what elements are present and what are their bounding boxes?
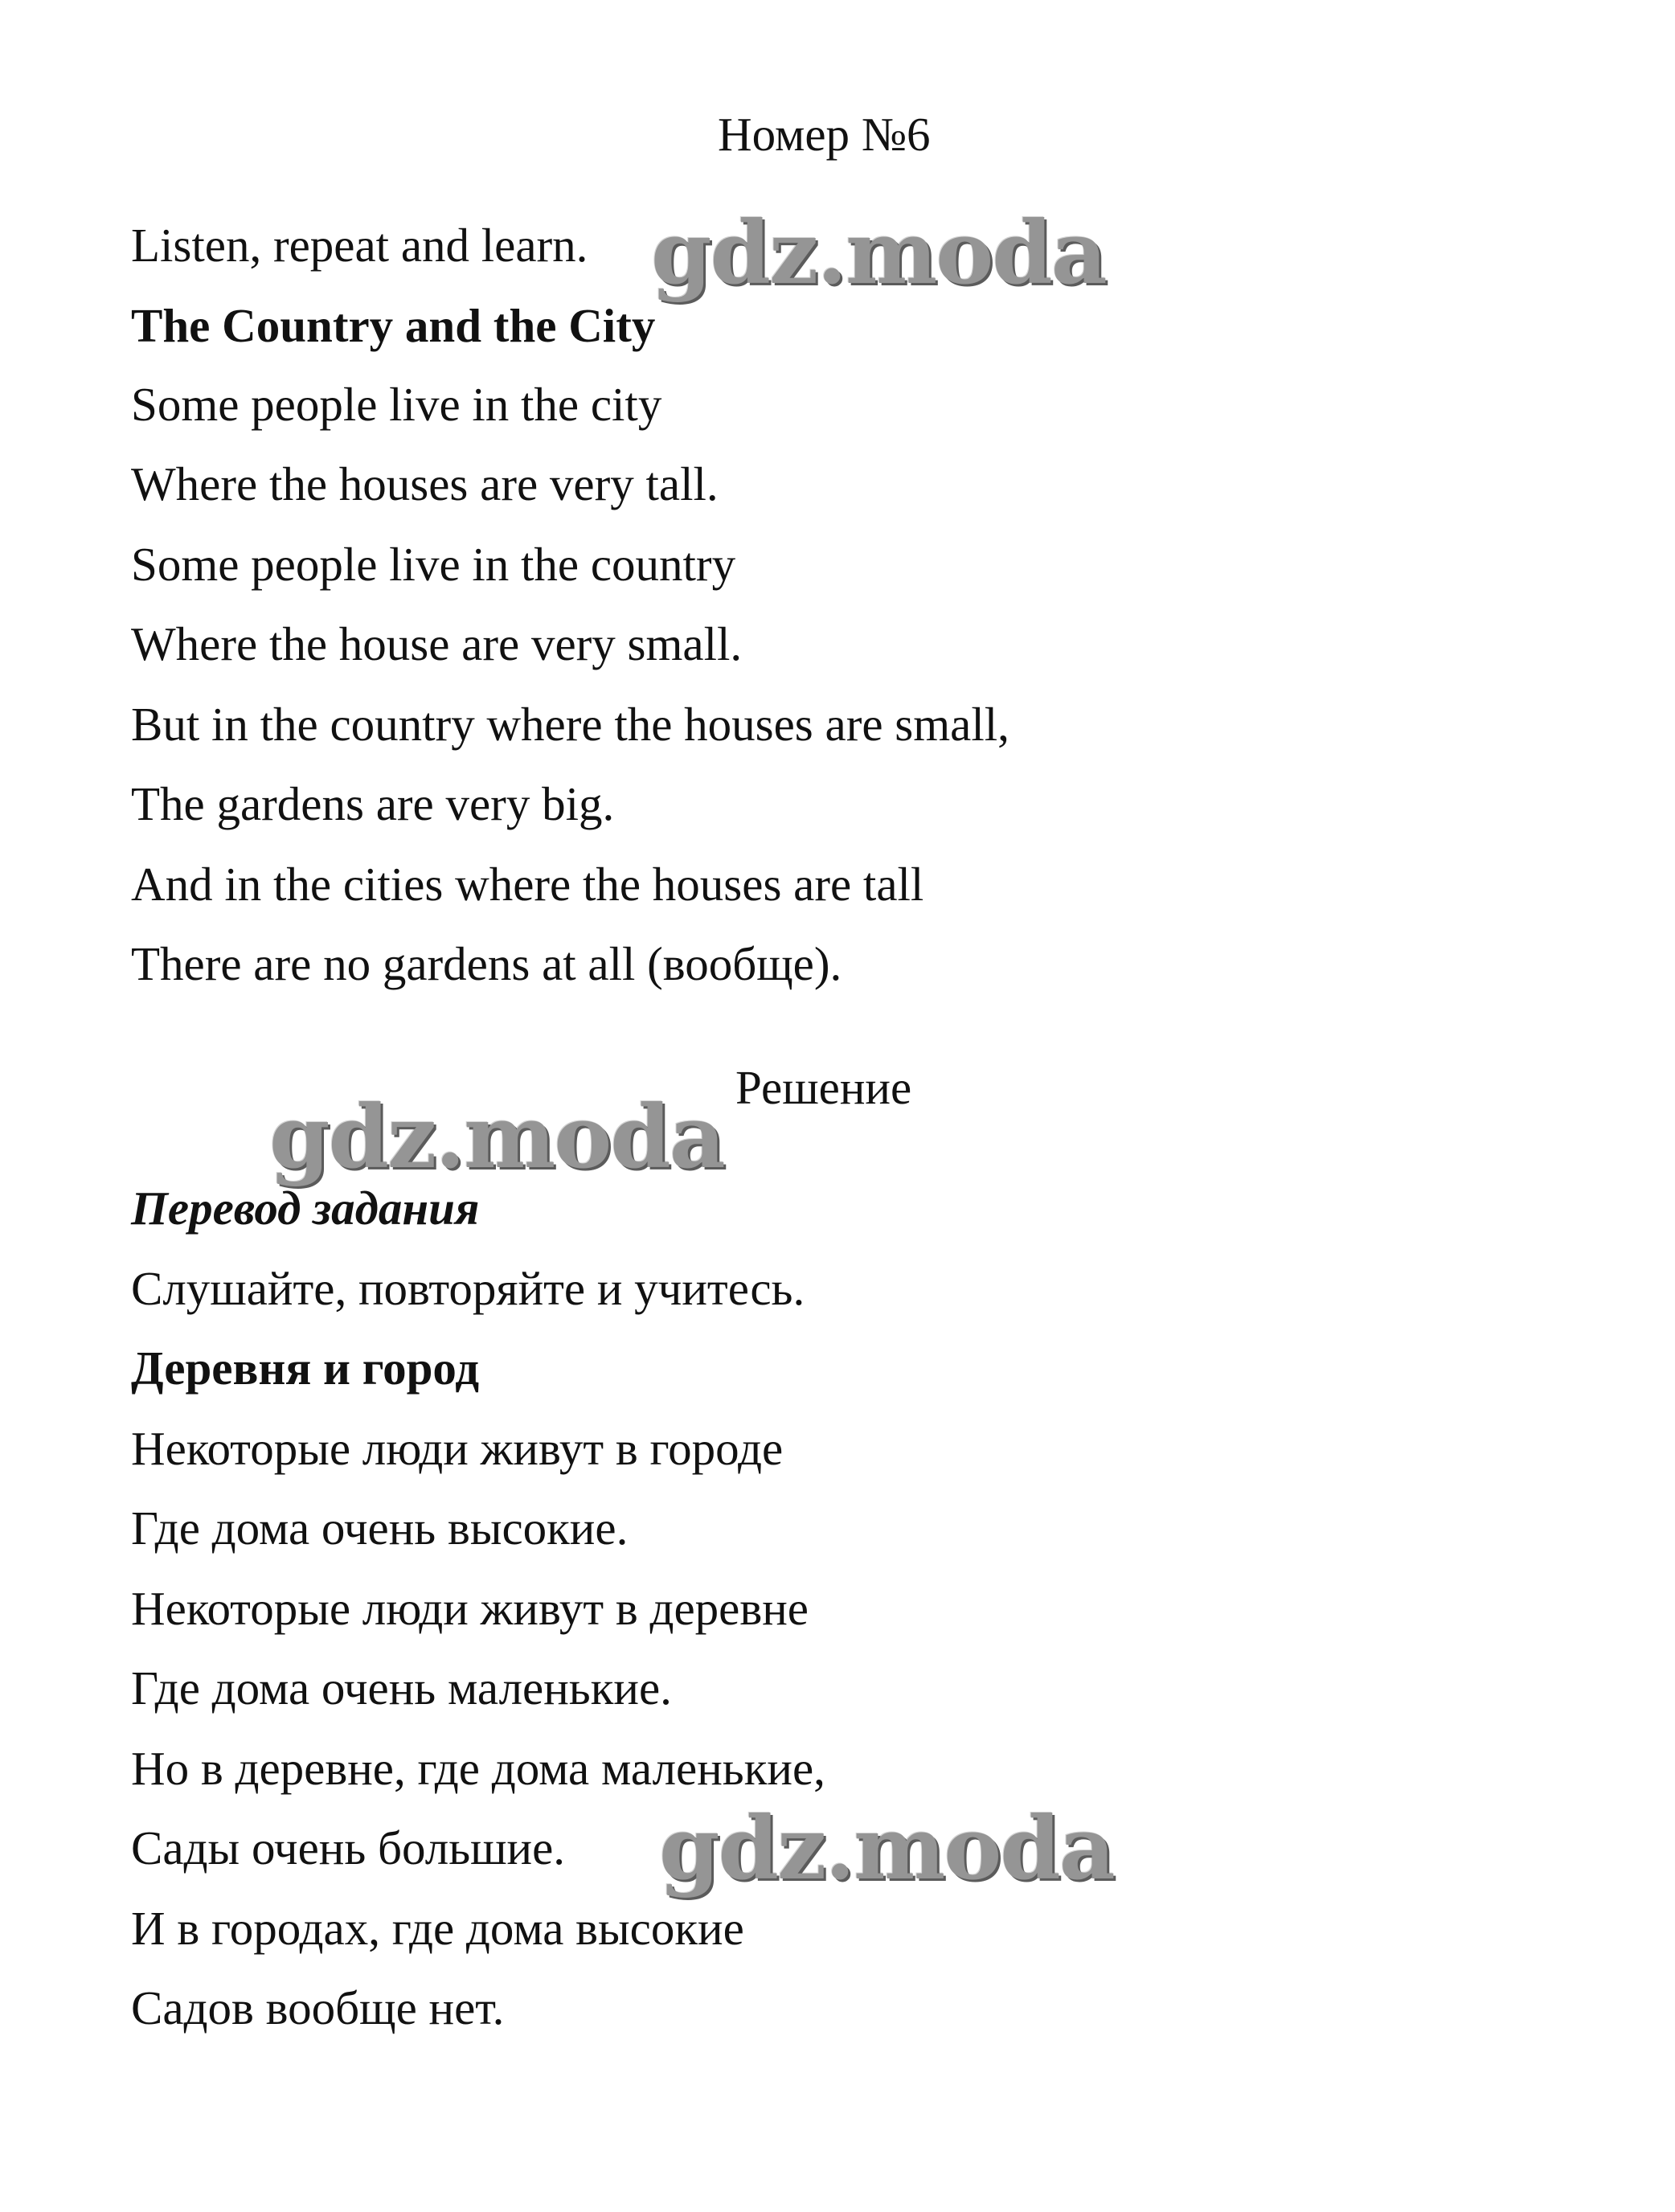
- poem-line-ru: Где дома очень высокие.: [131, 1501, 629, 1555]
- solution-heading: Решение: [735, 1061, 912, 1114]
- poem-line-en: There are no gardens at all (вообще).: [131, 937, 842, 990]
- poem-line-en: Where the houses are very tall.: [131, 457, 719, 510]
- watermark-logo: gdz.moda: [269, 1087, 724, 1188]
- poem-line-en: Some people live in the city: [131, 378, 662, 431]
- poem-line-en: Where the house are very small.: [131, 617, 743, 670]
- translation-heading: Перевод задания: [131, 1182, 480, 1235]
- poem-line-ru: Некоторые люди живут в деревне: [131, 1582, 809, 1635]
- poem-line-en: But in the country where the houses are small,: [131, 698, 1010, 751]
- solution-instruction: Слушайте, повторяйте и учитесь.: [131, 1262, 805, 1315]
- poem-line-ru: Где дома очень маленькие.: [131, 1661, 672, 1714]
- poem-title-ru: Деревня и город: [131, 1342, 480, 1395]
- poem-line-ru: Некоторые люди живут в городе: [131, 1422, 784, 1475]
- poem-line-en: Some people live in the country: [131, 538, 736, 591]
- poem-line-en: The gardens are very big.: [131, 777, 615, 830]
- task-instruction: Listen, repeat and learn.: [131, 219, 588, 272]
- poem-line-ru: Но в деревне, где дома маленькие,: [131, 1742, 825, 1795]
- poem-line-ru: И в городах, где дома высокие: [131, 1902, 744, 1955]
- poem-line-en: And in the cities where the houses are tall: [131, 858, 924, 911]
- poem-line-ru: Садов вообще нет.: [131, 1981, 505, 2034]
- watermark-logo: gdz.moda: [651, 203, 1106, 304]
- poem-title-en: The Country and the City: [131, 299, 656, 352]
- poem-line-ru: Сады очень большие.: [131, 1821, 566, 1874]
- page-number-title: Номер №6: [718, 108, 931, 161]
- watermark-logo: gdz.moda: [659, 1798, 1114, 1899]
